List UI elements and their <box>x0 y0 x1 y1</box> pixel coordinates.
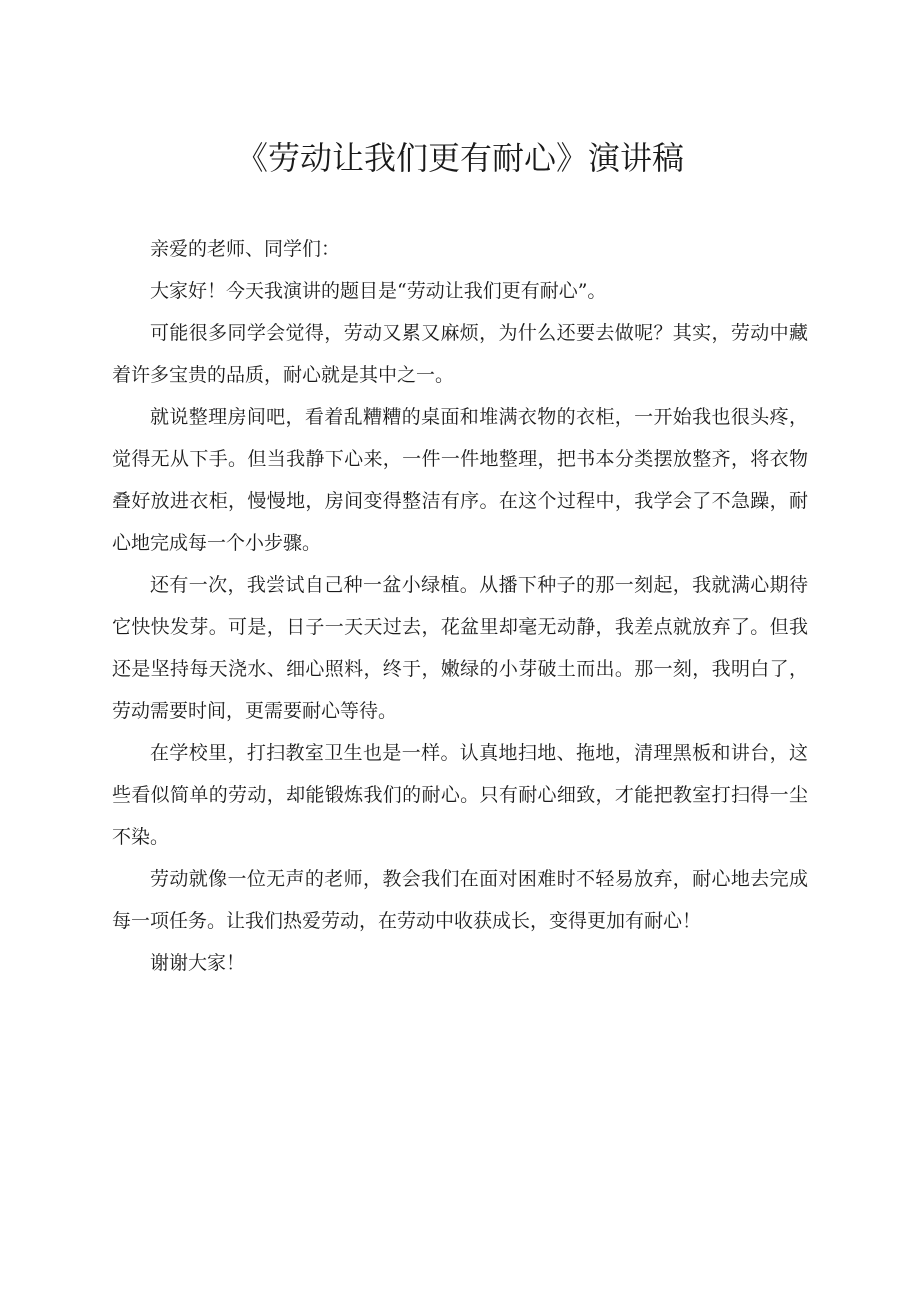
paragraph-greeting: 大家好！今天我演讲的题目是“劳动让我们更有耐心”。 <box>150 280 607 302</box>
paragraph-room-tidying: 就说整理房间吧，看着乱糟糟的桌面和堆满衣物的衣柜，一开始我也很头疼，觉得无从下手。但当我静下心来，一件一件地整理，把书本分类摆放整齐，将衣物叠好放进衣柜，慢慢地，房间变得整洁有序。在这个过程中，我学会了不急躁，耐心地完成每一个小步骤。 <box>112 406 808 554</box>
paragraph-plant-growing: 还有一次，我尝试自己种一盆小绿植。从播下种子的那一刻起，我就满心期待它快快发芽。可是，日子一天天过去，花盆里却毫无动静，我差点就放弃了。但我还是坚持每天浇水、细心照料，终于，嫩绿的小芽破土而出。那一刻，我明白了，劳动需要时间，更需要耐心等待。 <box>112 574 808 722</box>
page-title: 《劳动让我们更有耐心》演讲稿 <box>235 139 684 177</box>
paragraph-salutation: 亲爱的老师、同学们： <box>150 238 341 260</box>
paragraph-intro: 可能很多同学会觉得，劳动又累又麻烦，为什么还要去做呢？其实，劳动中藏着许多宝贵的品质，耐心就是其中之一。 <box>112 322 808 386</box>
speech-body <box>112 228 808 984</box>
paragraph-conclusion: 劳动就像一位无声的老师，教会我们在面对困难时不轻易放弃，耐心地去完成每一项任务。让我们热爱劳动，在劳动中收获成长，变得更加有耐心！ <box>112 868 808 932</box>
paragraph-thanks: 谢谢大家！ <box>150 952 246 974</box>
paragraph-classroom-cleaning: 在学校里，打扫教室卫生也是一样。认真地扫地、拖地，清理黑板和讲台，这些看似简单的劳动，却能锻炼我们的耐心。只有耐心细致，才能把教室打扫得一尘不染。 <box>112 742 808 848</box>
